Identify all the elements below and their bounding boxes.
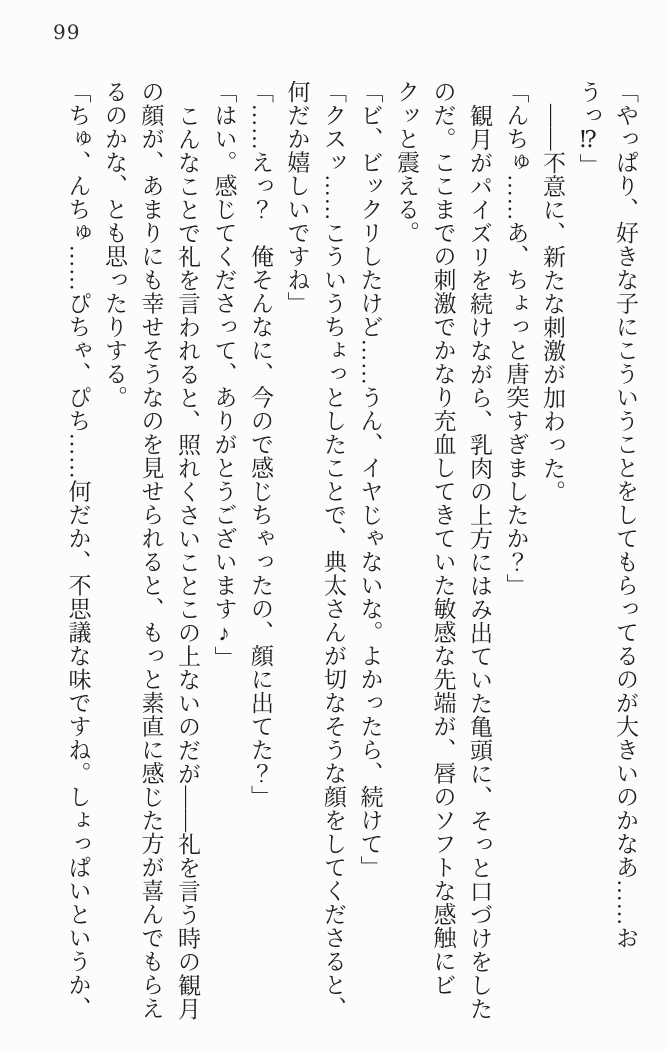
page-text — [59, 80, 643, 1030]
text-line: 何だか嬉しいですね」 — [284, 80, 310, 315]
text-line: 「んちゅ……あ、ちょっと唐突すぎましたか？」 — [503, 80, 529, 597]
text-line: こんなことで礼を言われると、照れくさいことこの上ないのだが——礼を言う時の観月 — [175, 104, 200, 1021]
text-line: 「……えっ？ 俺そんなに、今ので感じちゃったの、顔に出てた？」 — [248, 80, 273, 809]
text-line: 「クスッ……こういうちょっとしたことで、典太さんが切なそうな顔をしてくださると、 — [321, 80, 346, 1020]
page-number: 99 — [53, 20, 81, 44]
text-line: 「ちゅ、んちゅ……ぴちゃ、ぴち……何だか、不思議な味ですね。しょっぱいというか、 — [65, 80, 91, 1020]
text-line: クッと震える。 — [394, 80, 419, 245]
text-line: 観月がパイズリを続けながら、乳肉の上方にはみ出ていた亀頭に、そっと口づけをした — [467, 104, 492, 1021]
text-line: るのかな、とも思ったりする。 — [102, 80, 127, 409]
text-line: 「ビ、ビックリしたけど……うん、イヤじゃないな。よかったら、続けて」 — [357, 80, 383, 879]
text-line: 「はい。感じてくださって、ありがとうございます♪」 — [211, 80, 237, 670]
text-line: 「やっぱり、好きな子にこういうことをしてもらってるのが大きいのかなあ……お — [613, 80, 638, 950]
text-line: ——不意に、新たな刺激が加わった。 — [540, 104, 565, 504]
text-line: うっ⁉」 — [576, 80, 602, 177]
text-line: の顔が、あまりにも幸せそうなのを見せられると、もっと素直に感じた方が喜んでもらえ — [138, 80, 164, 1020]
text-line: のだ。ここまでの刺激でかなり充血してきていた敏感な先端が、唇のソフトな感触にビ — [430, 80, 456, 997]
